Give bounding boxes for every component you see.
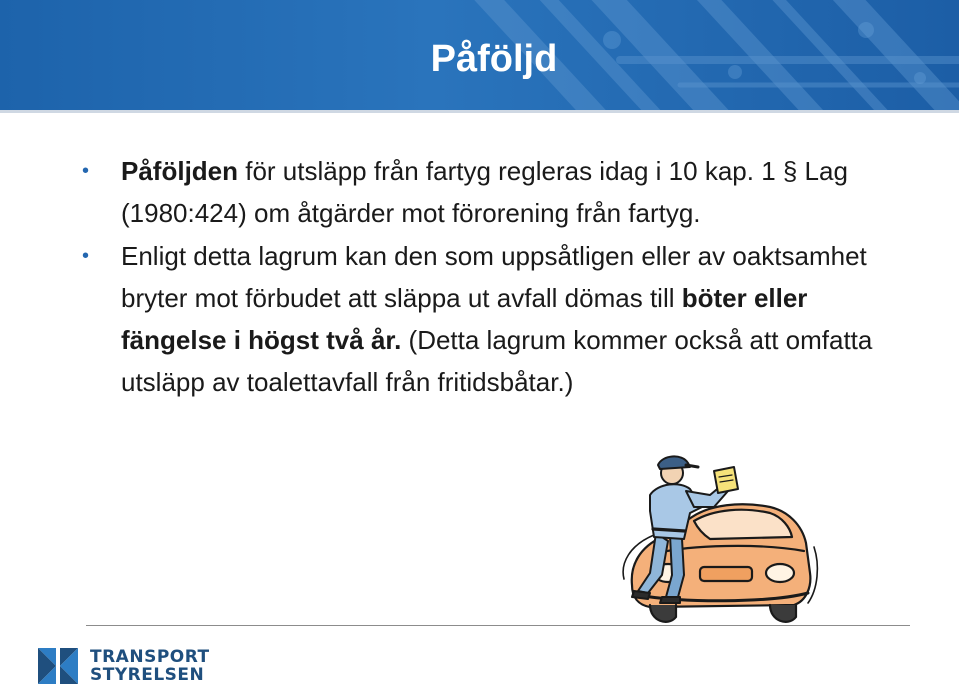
title-banner bbox=[0, 0, 959, 113]
bullet-2-text-after: (Detta lagrum kommer också att omfatta utsläpp av toalettavfall från fritidsbåtar.) bbox=[121, 325, 873, 397]
bullet-icon: • bbox=[82, 245, 90, 267]
transportstyrelsen-logo-mark-icon bbox=[38, 648, 78, 684]
logo-line-2: STYRELSEN bbox=[90, 665, 205, 685]
logo-wordmark bbox=[90, 648, 210, 684]
bullet-item-1 bbox=[82, 150, 882, 234]
footer-divider bbox=[86, 625, 910, 626]
logo-line-1: TRANSPORT bbox=[90, 647, 210, 667]
transportstyrelsen-logo bbox=[38, 648, 228, 684]
bullet-1-text: för utsläpp från fartyg regleras idag i 10 kap. 1 § Lag (1980:424) om åtgärder mot förorening från fartyg. bbox=[121, 156, 848, 228]
police-officer-ticketing-car-illustration bbox=[610, 455, 825, 635]
slide-title: Påföljd bbox=[430, 38, 558, 80]
bullet-item-2 bbox=[82, 235, 882, 403]
bullet-list bbox=[82, 150, 882, 403]
banner-rule bbox=[0, 110, 959, 113]
bullet-2-strong: böter eller fängelse i högst två år. bbox=[121, 283, 808, 355]
bullet-1-strong: Påföljden bbox=[121, 156, 239, 186]
bullet-icon: • bbox=[82, 160, 90, 182]
bullet-2-text-before: Enligt detta lagrum kan den som uppsåtligen eller av oaktsamhet bryter mot förbudet att släppa ut avfall dömas till bbox=[121, 241, 867, 313]
